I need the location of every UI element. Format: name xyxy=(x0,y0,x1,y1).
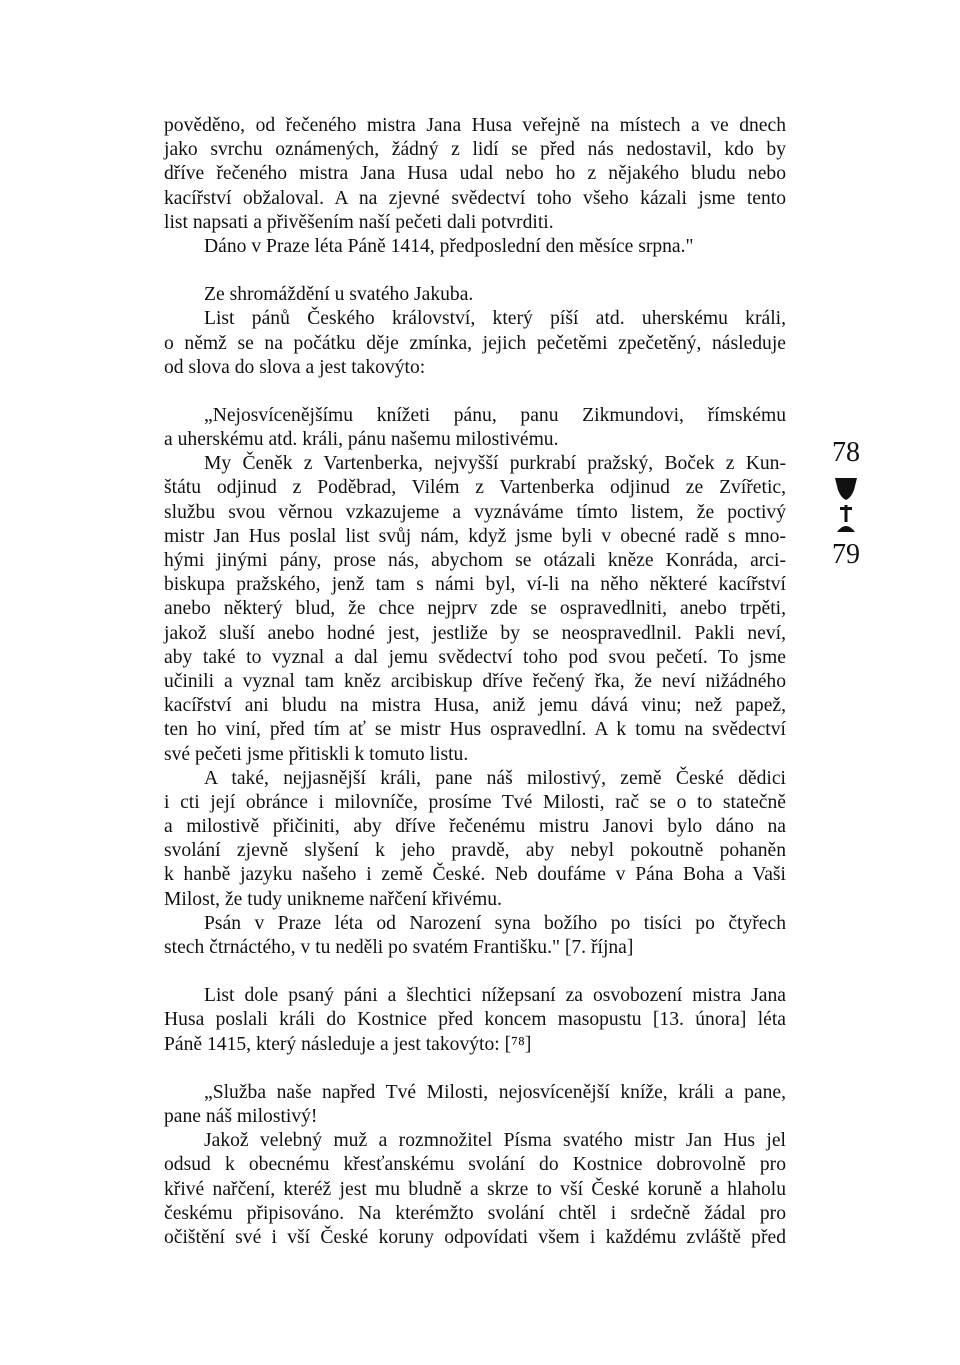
text-line: Husa poslali králi do Kostnice před koncem masopustu [13. února] léta xyxy=(164,1009,786,1031)
text-line: očištění své i vší České koruny odpovídati všem i každému zvláště před xyxy=(164,1226,786,1248)
paragraph xyxy=(164,1081,786,1129)
text-line: odsud k obecnému křesťanskému svolání do Kostnice dobrovolně pro xyxy=(164,1154,786,1176)
paragraph xyxy=(164,767,786,912)
paragraph xyxy=(164,283,786,307)
text-line: a uherskému atd. králi, pánu našemu milostivému. xyxy=(164,429,559,451)
text-line: list napsati a přivěšením naší pečeti dali potvrditi. xyxy=(164,211,554,233)
text-line: Dáno v Praze léta Páně 1414, předposlední den měsíce srpna." xyxy=(204,235,694,257)
text-line: pověděno, od řečeného mistra Jana Husa veřejně na místech a ve dnech xyxy=(164,115,786,136)
main-text-column xyxy=(164,114,786,1250)
text-line: Jakož velebný muž a rozmnožitel Písma svatého mistr Jan Hus jel xyxy=(204,1130,786,1152)
text-line: List pánů Českého království, který píší atd. uherskému králi, xyxy=(204,308,786,330)
paragraph xyxy=(164,114,786,235)
text-line: hými jinými pány, prose nás, abychom se otázali kněze Konráda, arci- xyxy=(164,550,786,571)
text-line: své pečeti jsme přitiskli k tomuto listu. xyxy=(164,743,469,765)
text-line: kacířství obžaloval. A na zjevné svědectví toho všeho kázali jsme tento xyxy=(164,187,786,209)
text-line: k hanbě jazyku našeho i země České. Neb doufáme v Pána Boha a Vaši xyxy=(164,864,786,886)
paragraph-gap xyxy=(164,380,786,404)
text-line: křivé nařčení, kteréž jest mu bludně a skrze to vší České koruně a hlaholu xyxy=(164,1178,786,1200)
text-line: a milostivě přičiniti, aby dříve řečenému mistru Janovi bylo dáno na xyxy=(164,816,786,838)
text-line: mistr Jan Hus poslal list svůj nám, když jsme byli v obecné radě s mno- xyxy=(164,525,786,547)
text-line: Milost, že tudy unikneme nařčení křivému. xyxy=(164,888,502,910)
text-line: „Nejosvícenějšímu knížeti pánu, panu Zikmundovi, římskému xyxy=(204,404,786,426)
text-line: od slova do slova a jest takovýto: xyxy=(164,356,426,378)
text-line: A také, nejjasnější králi, pane náš milostivý, země České dědici xyxy=(204,767,786,789)
paragraph xyxy=(164,235,786,259)
text-line: „Služba naše napřed Tvé Milosti, nejosvícenější kníže, králi a pane, xyxy=(204,1081,786,1103)
text-line: i cti její obránce i milovníče, prosíme Tvé Milosti, rač se o to statečně xyxy=(164,791,786,813)
text-line: aby také to vyznal a dal jemu svědectví toho pod svou pečetí. To jsme xyxy=(164,646,786,668)
text-line: List dole psaný páni a šlechtici nížepsaní za osvobození mistra Jana xyxy=(204,985,786,1007)
text-line: českému připisováno. Na kterémžto svolání chtěl i srdečně žádal pro xyxy=(164,1202,786,1224)
chalice-icon xyxy=(833,476,859,534)
text-line: o němž se na počátku děje zmínka, jejich pečetěmi zpečetěný, následuje xyxy=(164,332,786,354)
text-line: učinili a vyznal tam kněz arcibiskup dříve řečený řka, že neví nižádného xyxy=(164,670,786,692)
text-line: dříve řečeného mistra Jana Husa udal nebo ho z nějakého bludu nebo xyxy=(164,163,786,185)
text-line: Ze shromáždění u svatého Jakuba. xyxy=(204,284,474,306)
page-number-78: 78 xyxy=(832,437,860,468)
text-line: jako svrchu oznámených, žádný z lidí se před nás nedostavil, kdo by xyxy=(164,139,786,161)
text-line: svolání zjevně slyšení k jeho pravdě, aby nebyl pokoutně pohaněn xyxy=(164,840,786,862)
text-line: biskupa pražského, jenž tam s námi byl, ví-li na něho některé kacířství xyxy=(164,574,786,596)
text-line: pane náš milostivý! xyxy=(164,1105,318,1127)
text-line: Páně 1415, který následuje a jest takovýto: [⁷⁸] xyxy=(164,1033,532,1055)
page-break-marker xyxy=(826,438,866,570)
paragraph xyxy=(164,452,786,766)
page-number-79: 79 xyxy=(832,539,860,570)
paragraph-gap xyxy=(164,960,786,984)
paragraph xyxy=(164,307,786,380)
paragraph xyxy=(164,404,786,452)
text-line: Psán v Praze léta od Narození syna božího po tisíci po čtyřech xyxy=(204,912,786,934)
paragraph xyxy=(164,1129,786,1250)
text-line: anebo některý blud, že chce nejprv zde se ospravedlniti, anebo trpěti, xyxy=(164,598,786,620)
paragraph xyxy=(164,984,786,1057)
text-line: kacířství ani bludu na mistra Husa, aniž jemu dává vinu; než papež, xyxy=(164,695,786,717)
text-line: ten ho viní, před tím ať se mistr Hus ospravedlní. A k tomu na svědectví xyxy=(164,719,786,741)
paragraph xyxy=(164,912,786,960)
text-line: My Čeněk z Vartenberka, nejvyšší purkrabí pražský, Boček z Kun- xyxy=(204,453,786,475)
text-line: jakož sluší anebo hodné jest, jestliže by se neospravedlnil. Pakli neví, xyxy=(164,622,786,644)
paragraph-gap xyxy=(164,259,786,283)
text-line: službu svou věrnou vzkazujeme a vyznáváme tímto listem, že poctivý xyxy=(164,501,786,523)
text-line: stech čtrnáctého, v tu neděli po svatém Františku." [7. října] xyxy=(164,937,634,958)
text-line: štátu odjinud z Poděbrad, Vilém z Vartenberka odjinud ze Zvířetic, xyxy=(164,477,786,499)
paragraph-gap xyxy=(164,1057,786,1081)
